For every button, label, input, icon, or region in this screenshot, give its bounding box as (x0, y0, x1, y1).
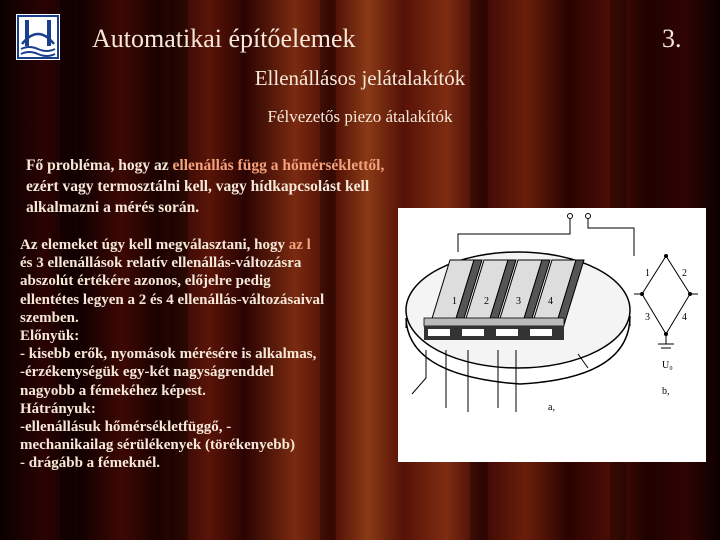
university-logo-icon (16, 14, 60, 60)
body-line: abszolút értékére azonos, előjelre pedig (20, 273, 271, 290)
resistor-label: 4 (548, 296, 553, 307)
body-line: szemben. (20, 309, 79, 326)
caption-b: b, (662, 386, 670, 397)
subsection-title: Félvezetős piezo átalakítók (267, 107, 453, 126)
body-text: Az elemeket úgy kell megválasztani, hogy (20, 237, 289, 253)
slide-number: 3. (662, 24, 682, 53)
body-line: - drágább a fémeknél. (20, 455, 160, 472)
intro-line: ezért vagy termosztálni kell, vagy hídkapcsolást kell (26, 178, 370, 195)
body-line: nagyobb a fémekéhez képest. (20, 382, 206, 399)
body-text: és 3 ellenállások relatív (20, 255, 172, 272)
caption-a: a, (548, 402, 555, 413)
voltage-label: U₀ (662, 360, 673, 371)
bridge-label: 4 (682, 312, 687, 323)
intro-paragraph (26, 155, 456, 218)
bridge-label: 2 (682, 268, 687, 279)
body-line: ellentétes legyen a 2 és 4 ellenállás-változásaival (20, 291, 325, 308)
slide-title: Automatikai építőelemek (92, 24, 356, 53)
body-line: -érzékenységük egy-két nagyságrenddel (20, 364, 274, 381)
resistor-label: 2 (484, 296, 489, 307)
body-line: -ellenállásuk hőmérsékletfüggő, - (20, 419, 232, 436)
body-line: - kisebb erők, nyomások mérésére is alkalmas, (20, 346, 317, 363)
body-text: ellenállás-változásra (171, 255, 302, 272)
body-highlight: az l (288, 237, 311, 253)
intro-line: alkalmazni a mérés során. (26, 199, 200, 216)
disadvantages-heading: Hátrányuk: (20, 400, 96, 417)
resistor-label: 3 (516, 296, 521, 307)
bridge-label: 1 (645, 268, 650, 279)
section-title: Ellenállásos jelátalakítók (254, 66, 466, 90)
body-line (20, 236, 400, 254)
bridge-label: 3 (645, 312, 650, 323)
intro-highlight: ellenállás függ a hőmérséklettől, (172, 157, 385, 174)
body-line: mechanikailag sérülékenyek (törékenyebb) (20, 437, 295, 454)
body-paragraph (20, 236, 400, 473)
resistor-label: 1 (452, 296, 457, 307)
sensor-figure (398, 208, 706, 462)
intro-text: Fő probléma, hogy az (26, 157, 173, 174)
body-line (20, 254, 400, 272)
intro-line (26, 155, 456, 176)
advantages-heading: Előnyük: (20, 328, 80, 345)
